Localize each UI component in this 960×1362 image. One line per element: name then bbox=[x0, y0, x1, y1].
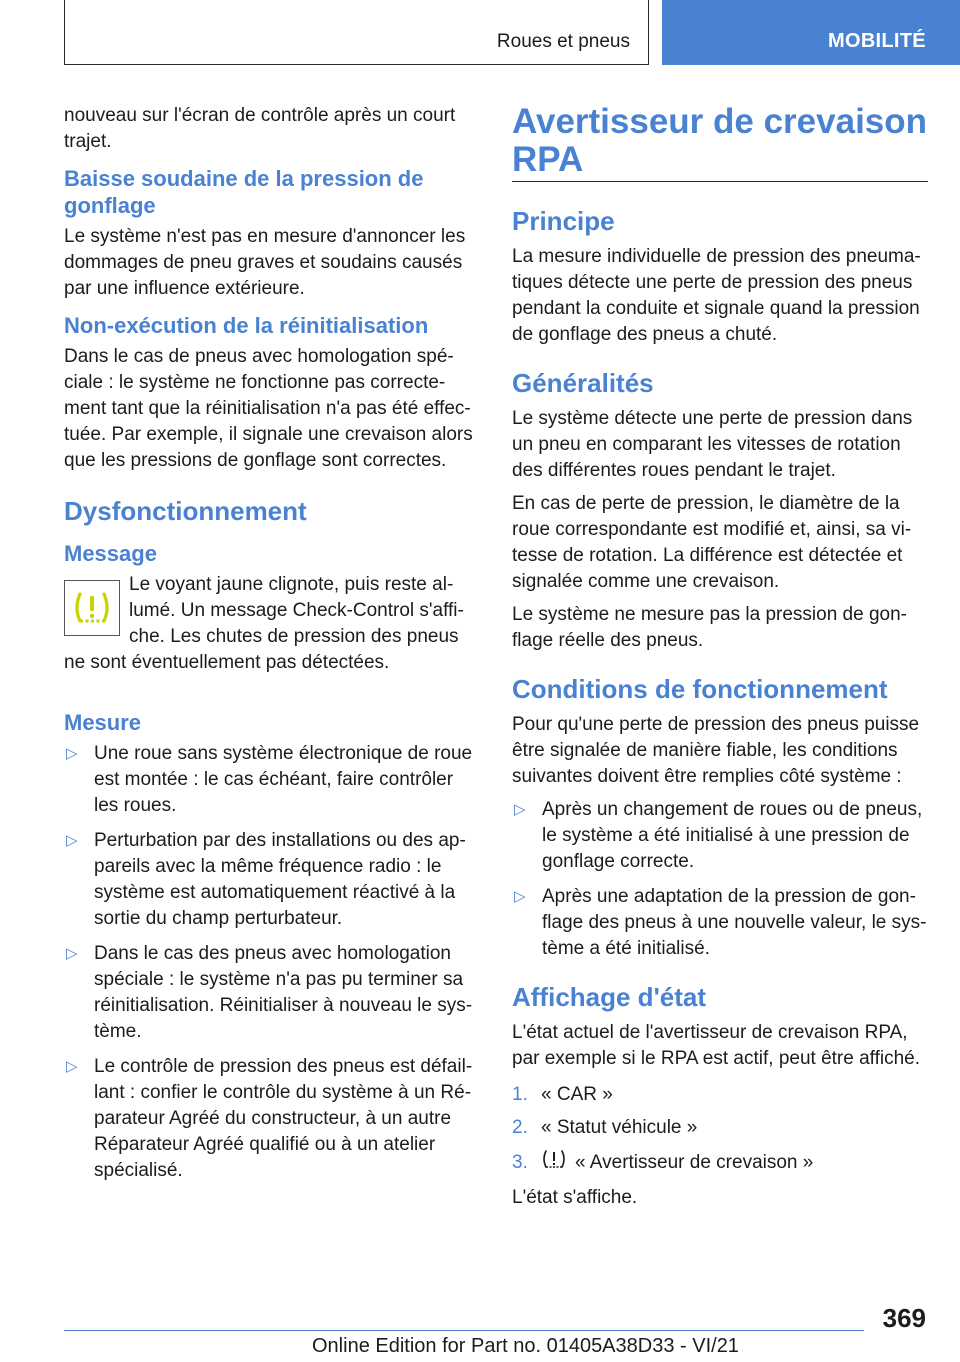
step-number: 1. bbox=[512, 1084, 528, 1105]
generalites-p3: Le système ne mesure pas la pression de gonflage réelle des pneus. bbox=[512, 604, 907, 651]
intro-text: nouveau sur l'écran de contrôle après un court trajet. bbox=[64, 105, 456, 152]
heading-affichage: Affichage d'état bbox=[512, 982, 706, 1012]
conditions-list bbox=[512, 797, 928, 962]
section-title: Roues et pneus bbox=[496, 31, 630, 52]
right-column bbox=[512, 103, 928, 1218]
affichage-text: L'état actuel de l'avertisseur de crevaison RPA, par exemple si le RPA est actif, peut être affiché. bbox=[512, 1022, 921, 1069]
principe-text: La mesure individuelle de pression des pneumatiques détecte une perte de pression des pneus pendant la conduite et signale quand la pression de gonflage des pneus a chuté. bbox=[512, 246, 921, 345]
list-item: ▷ Le contrôle de pression des pneus est défaillant : confier le contrôle du système à un Réparateur Agréé du constructeur, à un autre Réparateur Agréé qualifié ou à un atelier spécialisé. bbox=[64, 1054, 476, 1184]
step-text: « CAR » bbox=[541, 1084, 613, 1105]
list-item: ▷ Après une adaptation de la pression de gonflage des pneus à une nouvelle valeur, le système a été initialisé. bbox=[512, 884, 928, 962]
heading-principe: Principe bbox=[512, 206, 615, 236]
heading-dysfonctionnement: Dysfonctionnement bbox=[64, 496, 307, 526]
heading-message: Message bbox=[64, 541, 157, 566]
tire-pressure-warning-icon bbox=[64, 580, 120, 636]
list-item: ▷ Dans le cas des pneus avec homologation spéciale : le système n'a pas pu terminer sa réinitialisation. Réinitialiser à nouveau le système. bbox=[64, 941, 476, 1045]
step-item bbox=[512, 1082, 928, 1108]
page-title: Avertisseur de crevaison RPA bbox=[512, 102, 928, 179]
step-text: « Statut véhicule » bbox=[541, 1117, 698, 1138]
generalites-p2: En cas de perte de pression, le diamètre de la roue correspondante est modifié et, ainsi, sa vitesse de rotation. La différence est détectée et signalée comme une crevaison. bbox=[512, 493, 912, 592]
message-text: Le voyant jaune clignote, puis reste allumé. Un message Check-Control s'affiche. Les chutes de pression des pneus ne sont éventuellement pas détectées. bbox=[64, 574, 464, 673]
step-item bbox=[512, 1148, 928, 1178]
page-title-block bbox=[512, 103, 928, 182]
heading-nonexecution: Non-exécution de la réinitialisation bbox=[64, 313, 429, 338]
chapter-tab bbox=[662, 0, 960, 65]
footer-rule bbox=[64, 1330, 864, 1331]
tire-pressure-icon bbox=[541, 1148, 567, 1178]
nonexecution-text: Dans le cas de pneus avec homologation spéciale : le système ne fonctionne pas correctement tant que la réinitialisation n'a pas été effectuée. Par exemple, il signale une crevaison alors que les pressions de gonflage sont correctes. bbox=[64, 346, 473, 471]
heading-baisse: Baisse soudaine de la pression de gonflage bbox=[64, 166, 424, 218]
conditions-text: Pour qu'une perte de pression des pneus puisse être signalée de manière fiable, les conditions suivantes doivent être remplies côté système : bbox=[512, 714, 920, 787]
chapter-tab-label: MOBILITÉ bbox=[828, 30, 926, 52]
left-column bbox=[64, 103, 476, 1193]
list-item: ▷ Une roue sans système électronique de roue est montée : le cas échéant, faire contrôler les roues. bbox=[64, 741, 476, 819]
heading-generalites: Généralités bbox=[512, 368, 654, 398]
list-item: ▷ Après un changement de roues ou de pneus, le système a été initialisé à une pression de gonflage correcte. bbox=[512, 797, 928, 875]
heading-mesure: Mesure bbox=[64, 710, 142, 735]
mesure-list bbox=[64, 741, 476, 1184]
list-item: ▷ Perturbation par des installations ou des appareils avec la même fréquence radio : le système est automatiquement réactivé à la sortie du champ perturbateur. bbox=[64, 828, 476, 932]
footer-edition: Online Edition for Part no. 01405A38D33 - VI/21 bbox=[312, 1335, 739, 1357]
step-text: « Avertisseur de crevaison » bbox=[575, 1152, 814, 1173]
steps-list bbox=[512, 1082, 928, 1178]
baisse-text: Le système n'est pas en mesure d'annoncer les dommages de pneu graves et soudains causés par une influence extérieure. bbox=[64, 226, 466, 299]
affichage-end: L'état s'affiche. bbox=[512, 1187, 638, 1208]
step-number: 2. bbox=[512, 1117, 528, 1138]
step-item bbox=[512, 1115, 928, 1141]
message-block bbox=[64, 572, 476, 683]
step-number: 3. bbox=[512, 1152, 528, 1173]
generalites-p1: Le système détecte une perte de pression dans un pneu en comparant les vitesses de rotation des différentes roues pendant le trajet. bbox=[512, 408, 913, 481]
page-number: 369 bbox=[882, 1303, 926, 1333]
heading-conditions: Conditions de fonctionnement bbox=[512, 674, 888, 704]
header-box bbox=[64, 0, 649, 65]
